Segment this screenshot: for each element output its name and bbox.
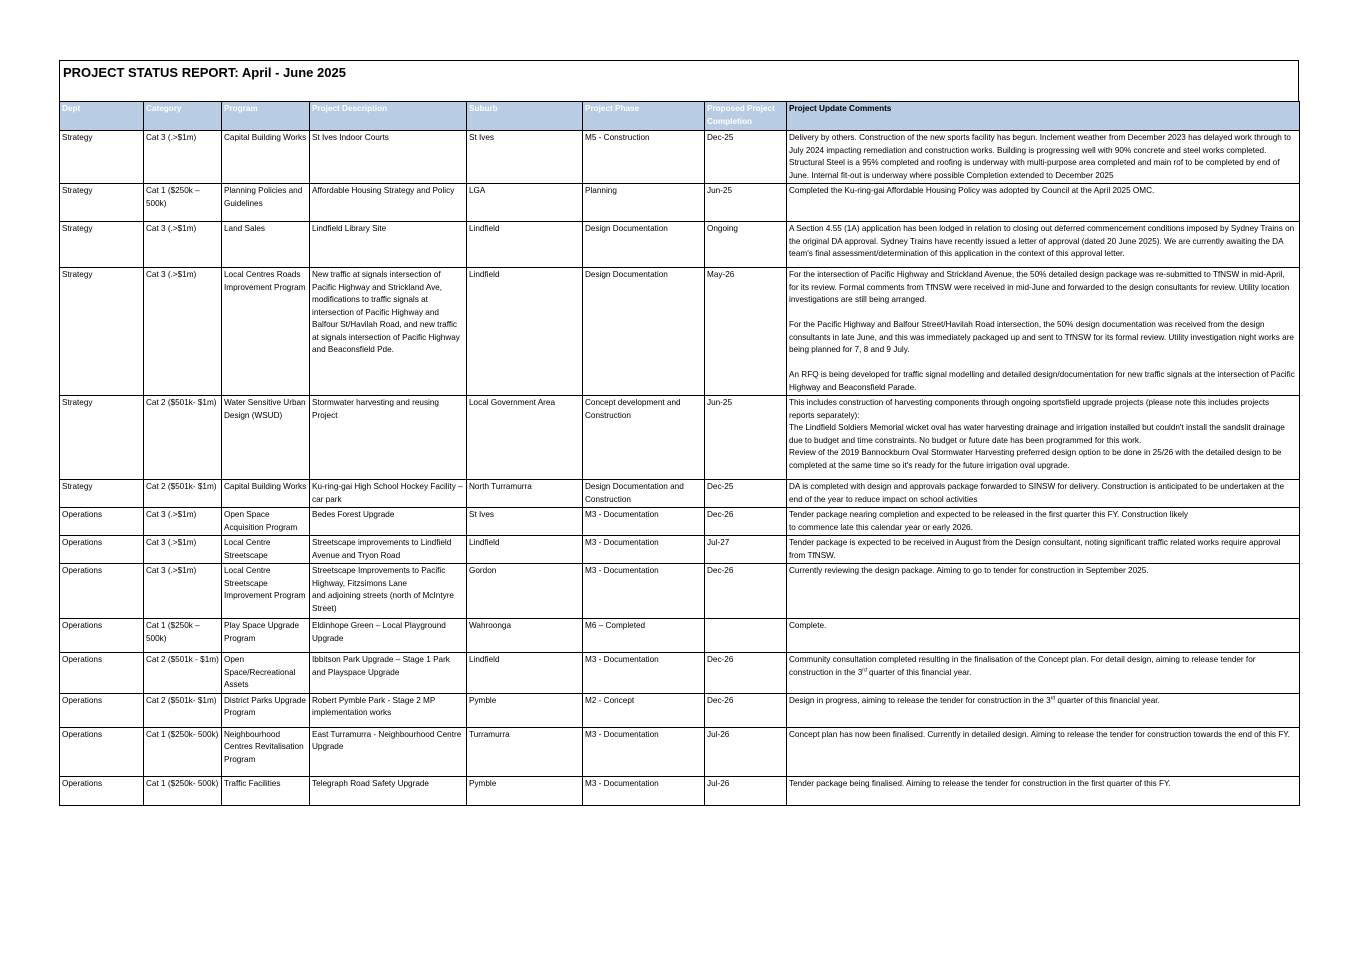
table-row bbox=[60, 536, 1300, 564]
cell-category-text: Cat 1 ($250k- 500k) bbox=[146, 729, 219, 739]
cell-comments bbox=[787, 776, 1300, 805]
cell-category-text: Cat 2 ($501k- $1m) bbox=[146, 695, 217, 705]
cell-dept bbox=[60, 396, 144, 480]
cell-phase bbox=[583, 131, 705, 184]
cell-phase-text: M3 - Documentation bbox=[585, 729, 659, 739]
cell-category bbox=[144, 508, 222, 536]
cell-description bbox=[310, 619, 467, 653]
cell-completion-text: Dec-26 bbox=[707, 566, 734, 575]
cell-description bbox=[310, 564, 467, 619]
cell-program-text: Play Space Upgrade Program bbox=[224, 621, 300, 643]
cell-completion-text: Jul-26 bbox=[707, 729, 730, 739]
cell-category bbox=[144, 184, 222, 222]
cell-phase-text: Design Documentation bbox=[585, 224, 668, 233]
cell-suburb bbox=[467, 396, 583, 480]
cell-program bbox=[222, 564, 310, 619]
cell-comments-text: Tender package is expected to be received in August from the Design consultant, noting significant traffic related works require approval from TfNSW. bbox=[789, 538, 1281, 560]
cell-suburb bbox=[467, 653, 583, 694]
cell-completion-text: Jun-25 bbox=[707, 398, 733, 407]
cell-description-text: Bedes Forest Upgrade bbox=[312, 510, 395, 519]
cell-category bbox=[144, 268, 222, 396]
cell-suburb-text: Local Government Area bbox=[469, 398, 556, 407]
cell-suburb-text: Lindfield bbox=[469, 270, 500, 279]
cell-dept-text: Strategy bbox=[62, 224, 93, 233]
cell-completion-text: Dec-26 bbox=[707, 655, 734, 664]
cell-description bbox=[310, 508, 467, 536]
cell-category-text: Cat 1 ($250k – 500k) bbox=[146, 186, 200, 208]
table-header-row bbox=[60, 102, 1300, 131]
header-proposed-completion: Proposed Project Completion bbox=[705, 102, 787, 131]
comments-text-part: Community consultation completed resulting in the finalisation of the Concept plan. For detail design, aiming to release tender for construction in the 3 bbox=[789, 655, 1256, 677]
cell-description bbox=[310, 653, 467, 694]
cell-phase-text: M3 - Documentation bbox=[585, 655, 659, 664]
cell-suburb-text: St Ives bbox=[469, 510, 495, 519]
cell-category-text: Cat 1 ($250k – 500k) bbox=[146, 621, 200, 643]
cell-phase bbox=[583, 184, 705, 222]
cell-dept-text: Strategy bbox=[62, 270, 93, 279]
cell-comments-text: Tender package nearing completion and expected to be released in the first quarter this FY. Construction likely to commence late this calendar year or early 2026. bbox=[789, 510, 1188, 532]
cell-comments bbox=[787, 536, 1300, 564]
cell-suburb-text: North Turramurra bbox=[469, 482, 532, 491]
table-row bbox=[60, 619, 1300, 653]
cell-dept bbox=[60, 727, 144, 776]
cell-completion bbox=[705, 396, 787, 480]
cell-program-text: Local Centre Streetscape Improvement Program bbox=[224, 566, 306, 600]
cell-phase-text: Design Documentation and Construction bbox=[585, 482, 684, 504]
cell-suburb-text: LGA bbox=[469, 186, 486, 195]
report-sheet bbox=[59, 60, 1299, 806]
table-row bbox=[60, 508, 1300, 536]
cell-program bbox=[222, 536, 310, 564]
cell-comments-text: This includes construction of harvesting components through ongoing sportsfield upgrade projects (please note this includes projects reports separately): The Lindfield Soldiers Memorial wicket oval has water harvesting drainage and irrigation installed but couldn't install the sandslit drainage due to budget and time constraints. No budget or future date has been programmed for this work. Review of the 2019 Bannockburn Oval Stormwater Harvesting preferred design option to be done in 25/26 with the detailed design to be completed at the same time so it's ready for the future irrigation oval upgrade. bbox=[789, 398, 1285, 470]
header-suburb: Suburb bbox=[467, 102, 583, 131]
table-row bbox=[60, 776, 1300, 805]
cell-comments bbox=[787, 480, 1300, 508]
cell-phase bbox=[583, 619, 705, 653]
cell-completion-text: May-26 bbox=[707, 270, 735, 279]
cell-phase bbox=[583, 480, 705, 508]
cell-comments bbox=[787, 619, 1300, 653]
cell-completion-text: Jun-25 bbox=[707, 186, 733, 195]
cell-completion bbox=[705, 536, 787, 564]
cell-completion-text: Jul-27 bbox=[707, 538, 730, 547]
project-status-table bbox=[59, 101, 1300, 806]
cell-dept-text: Operations bbox=[62, 621, 103, 630]
cell-suburb-text: St Ives bbox=[469, 133, 495, 142]
cell-dept-text: Strategy bbox=[62, 398, 93, 407]
cell-dept-text: Operations bbox=[62, 566, 103, 575]
cell-program-text: Land Sales bbox=[224, 224, 265, 233]
cell-completion-text: Dec-26 bbox=[707, 695, 734, 705]
cell-program-text: Open Space Acquisition Program bbox=[224, 510, 298, 532]
cell-program bbox=[222, 131, 310, 184]
cell-description-text: East Turramurra - Neighbourhood Centre Upgrade bbox=[312, 729, 462, 751]
title-bar bbox=[59, 60, 1299, 101]
cell-suburb bbox=[467, 480, 583, 508]
cell-comments bbox=[787, 564, 1300, 619]
cell-dept bbox=[60, 131, 144, 184]
table-row bbox=[60, 222, 1300, 268]
cell-completion bbox=[705, 693, 787, 727]
cell-description-text: Robert Pymble Park - Stage 2 MP implementation works bbox=[312, 695, 436, 717]
cell-suburb bbox=[467, 268, 583, 396]
cell-phase bbox=[583, 268, 705, 396]
ordinal-superscript: rd bbox=[862, 666, 867, 673]
cell-category bbox=[144, 536, 222, 564]
cell-dept-text: Operations bbox=[62, 778, 103, 788]
cell-description-text: St Ives Indoor Courts bbox=[312, 133, 389, 142]
cell-completion bbox=[705, 268, 787, 396]
cell-category bbox=[144, 396, 222, 480]
cell-program-text: Neighbourhood Centres Revitalisation Program bbox=[224, 729, 304, 764]
cell-suburb-text: Pymble bbox=[469, 778, 497, 788]
cell-dept bbox=[60, 619, 144, 653]
cell-phase-text: M2 - Concept bbox=[585, 695, 635, 705]
cell-comments bbox=[787, 508, 1300, 536]
cell-program-text: Local Centres Roads Improvement Program bbox=[224, 270, 306, 292]
cell-description bbox=[310, 693, 467, 727]
cell-completion bbox=[705, 508, 787, 536]
cell-program bbox=[222, 222, 310, 268]
cell-comments-text: A Section 4.55 (1A) application has been lodged in relation to closing out deferred commencement conditions imposed by Sydney Trains on the original DA approval. Sydney Trains have recently issued a letter of approval (dated 20 June 2025). We are currently awaiting the DA team's final assessment/determination of this application in the context of this approval letter. bbox=[789, 224, 1295, 258]
cell-phase-text: M3 - Documentation bbox=[585, 778, 659, 788]
cell-phase bbox=[583, 653, 705, 694]
table-row bbox=[60, 480, 1300, 508]
cell-category bbox=[144, 727, 222, 776]
cell-category-text: Cat 1 ($250k- 500k) bbox=[146, 778, 219, 788]
cell-suburb-text: Gordon bbox=[469, 566, 497, 575]
cell-program bbox=[222, 396, 310, 480]
cell-phase-text: M5 - Construction bbox=[585, 133, 650, 142]
cell-program bbox=[222, 727, 310, 776]
cell-completion bbox=[705, 184, 787, 222]
cell-comments-text: DA is completed with design and approvals package forwarded to SINSW for delivery. Construction is anticipated to be undertaken at the end of the year to reduce impact on school activities bbox=[789, 482, 1285, 504]
cell-program-text: Open Space/Recreational Assets bbox=[224, 655, 296, 689]
cell-program bbox=[222, 619, 310, 653]
cell-suburb-text: Lindfield bbox=[469, 655, 500, 664]
cell-category bbox=[144, 776, 222, 805]
cell-program bbox=[222, 184, 310, 222]
header-project-update-comments: Project Update Comments bbox=[787, 102, 1300, 131]
cell-dept bbox=[60, 564, 144, 619]
cell-phase bbox=[583, 536, 705, 564]
cell-dept bbox=[60, 653, 144, 694]
cell-dept-text: Strategy bbox=[62, 186, 93, 195]
cell-category-text: Cat 3 (.>$1m) bbox=[146, 133, 197, 142]
cell-suburb-text: Turramurra bbox=[469, 729, 510, 739]
cell-category bbox=[144, 693, 222, 727]
cell-category-text: Cat 3 (.>$1m) bbox=[146, 224, 197, 233]
cell-comments-text: Currently reviewing the design package. Aiming to go to tender for construction in September 2025. bbox=[789, 566, 1149, 575]
cell-phase-text: M3 - Documentation bbox=[585, 510, 659, 519]
cell-description-text: Ku-ring-gai High School Hockey Facility – car park bbox=[312, 482, 463, 504]
cell-suburb-text: Pymble bbox=[469, 695, 497, 705]
cell-category-text: Cat 3 (.>$1m) bbox=[146, 566, 197, 575]
cell-comments bbox=[787, 184, 1300, 222]
header-project-description: Project Description bbox=[310, 102, 467, 131]
cell-suburb bbox=[467, 619, 583, 653]
cell-suburb bbox=[467, 776, 583, 805]
cell-category bbox=[144, 564, 222, 619]
cell-description bbox=[310, 776, 467, 805]
cell-description bbox=[310, 480, 467, 508]
cell-phase bbox=[583, 564, 705, 619]
cell-comments-text: Completed the Ku-ring-gai Affordable Housing Policy was adopted by Council at the April 2025 OMC. bbox=[789, 186, 1155, 195]
cell-dept-text: Operations bbox=[62, 729, 103, 739]
cell-program-text: Traffic Facilities bbox=[224, 778, 281, 788]
cell-description-text: Affordable Housing Strategy and Policy bbox=[312, 186, 455, 195]
cell-phase-text: M3 - Documentation bbox=[585, 538, 659, 547]
cell-suburb bbox=[467, 222, 583, 268]
cell-program-text: Local Centre Streetscape bbox=[224, 538, 271, 560]
cell-dept bbox=[60, 268, 144, 396]
cell-category bbox=[144, 653, 222, 694]
cell-program-text: Capital Building Works bbox=[224, 133, 307, 142]
cell-comments bbox=[787, 131, 1300, 184]
cell-category-text: Cat 3 (.>$1m) bbox=[146, 270, 197, 279]
cell-phase bbox=[583, 222, 705, 268]
cell-suburb bbox=[467, 693, 583, 727]
cell-suburb bbox=[467, 508, 583, 536]
cell-completion-text: Dec-25 bbox=[707, 133, 734, 142]
cell-program bbox=[222, 693, 310, 727]
table-row bbox=[60, 653, 1300, 694]
cell-description bbox=[310, 131, 467, 184]
cell-suburb bbox=[467, 564, 583, 619]
cell-suburb bbox=[467, 184, 583, 222]
cell-category bbox=[144, 619, 222, 653]
cell-category-text: Cat 2 ($501k - $1m) bbox=[146, 655, 219, 664]
table-row bbox=[60, 693, 1300, 727]
cell-suburb-text: Wahroonga bbox=[469, 621, 512, 630]
cell-completion bbox=[705, 480, 787, 508]
cell-program-text: District Parks Upgrade Program bbox=[224, 695, 306, 717]
header-category: Category bbox=[144, 102, 222, 131]
cell-comments bbox=[787, 727, 1300, 776]
cell-category bbox=[144, 480, 222, 508]
cell-suburb-text: Lindfield bbox=[469, 538, 500, 547]
cell-description bbox=[310, 184, 467, 222]
cell-comments bbox=[787, 693, 1300, 727]
cell-dept bbox=[60, 184, 144, 222]
cell-category-text: Cat 3 (.>$1m) bbox=[146, 538, 197, 547]
cell-comments bbox=[787, 396, 1300, 480]
cell-category bbox=[144, 222, 222, 268]
table-row bbox=[60, 131, 1300, 184]
cell-comments bbox=[787, 653, 1300, 694]
cell-comments-text: Complete. bbox=[789, 621, 827, 630]
cell-phase-text: Concept development and Construction bbox=[585, 398, 681, 420]
cell-comments-text: Concept plan has now been finalised. Currently in detailed design. Aiming to release the tender for construction towards the end of this FY. bbox=[789, 729, 1290, 739]
header-dept: Dept bbox=[60, 102, 144, 131]
cell-suburb bbox=[467, 727, 583, 776]
cell-comments-text: Tender package being finalised. Aiming to release the tender for construction in the first quarter of this FY. bbox=[789, 778, 1171, 788]
cell-dept bbox=[60, 776, 144, 805]
cell-dept-text: Operations bbox=[62, 655, 103, 664]
cell-category-text: Cat 2 ($501k- $1m) bbox=[146, 482, 217, 491]
cell-description bbox=[310, 268, 467, 396]
cell-comments-text: Delivery by others. Construction of the new sports facility has begun. Inclement weather from December 2023 has delayed work through to July 2024 impacting remediation and construction works. Building is progressing well with 90% concrete and steel works completed. Structural Steel is a 95% completed and roofing is underway with multi-purpose area completed and main rof to be completed by end of June. Internal fit-out is underway where possible Completion extended to December 2025 bbox=[789, 133, 1291, 180]
cell-completion-text: Ongoing bbox=[707, 224, 738, 233]
cell-suburb bbox=[467, 131, 583, 184]
cell-program bbox=[222, 776, 310, 805]
cell-comments-text bbox=[789, 654, 1295, 679]
comments-text-part: quarter of this financial year. bbox=[866, 667, 972, 677]
cell-completion-text: Dec-25 bbox=[707, 482, 734, 491]
cell-description bbox=[310, 222, 467, 268]
cell-dept bbox=[60, 693, 144, 727]
cell-phase-text: M6 – Completed bbox=[585, 621, 646, 630]
cell-program bbox=[222, 480, 310, 508]
cell-comments bbox=[787, 222, 1300, 268]
cell-program-text: Water Sensitive Urban Design (WSUD) bbox=[224, 398, 306, 420]
cell-completion bbox=[705, 727, 787, 776]
cell-description bbox=[310, 727, 467, 776]
cell-completion-text: Dec-26 bbox=[707, 510, 734, 519]
cell-dept bbox=[60, 480, 144, 508]
cell-dept bbox=[60, 508, 144, 536]
table-row bbox=[60, 184, 1300, 222]
ordinal-superscript: rd bbox=[1050, 694, 1056, 701]
cell-phase bbox=[583, 693, 705, 727]
cell-program bbox=[222, 268, 310, 396]
cell-phase-text: Planning bbox=[585, 186, 617, 195]
comments-text-part: Design in progress, aiming to release the tender for construction in the 3 bbox=[789, 695, 1051, 705]
cell-suburb-text: Lindfield bbox=[469, 224, 500, 233]
cell-comments bbox=[787, 268, 1300, 396]
cell-dept-text: Operations bbox=[62, 695, 103, 705]
cell-phase-text: Design Documentation bbox=[585, 270, 668, 279]
cell-program-text: Planning Policies and Guidelines bbox=[224, 186, 303, 208]
cell-dept-text: Operations bbox=[62, 538, 103, 547]
cell-phase bbox=[583, 776, 705, 805]
cell-suburb bbox=[467, 536, 583, 564]
cell-dept-text: Strategy bbox=[62, 133, 93, 142]
cell-dept bbox=[60, 222, 144, 268]
cell-comments-text bbox=[789, 695, 1295, 708]
cell-completion bbox=[705, 776, 787, 805]
cell-description-text: Stormwater harvesting and reusing Project bbox=[312, 398, 439, 420]
cell-completion bbox=[705, 653, 787, 694]
cell-program bbox=[222, 653, 310, 694]
cell-dept-text: Strategy bbox=[62, 482, 93, 491]
cell-completion bbox=[705, 131, 787, 184]
cell-description-text: Ibbitson Park Upgrade – Stage 1 Park and Playspace Upgrade bbox=[312, 655, 450, 677]
table-row bbox=[60, 564, 1300, 619]
cell-completion bbox=[705, 619, 787, 653]
cell-description-text: Streetscape Improvements to Pacific Highway, Fitzsimons Lane and adjoining streets (north of McIntyre Street) bbox=[312, 566, 454, 613]
cell-completion-text: Jul-26 bbox=[707, 778, 730, 788]
table-row bbox=[60, 396, 1300, 480]
cell-description bbox=[310, 536, 467, 564]
report-title: PROJECT STATUS REPORT: April - June 2025 bbox=[63, 65, 346, 80]
table-row bbox=[60, 268, 1300, 396]
comments-text-part: quarter of this financial year. bbox=[1055, 695, 1160, 705]
cell-program-text: Capital Building Works bbox=[224, 482, 307, 491]
header-project-phase: Project Phase bbox=[583, 102, 705, 131]
cell-category bbox=[144, 131, 222, 184]
cell-comments-text: For the intersection of Pacific Highway and Strickland Avenue, the 50% detailed design package was re-submitted to TfNSW in mid-April, for its review. Formal comments from TfNSW were received in mid-June and forwarded to the design consultants for review. Utility location investigations are still being arranged. For the Pacific Highway and Balfour Street/Havilah Road intersection, the 50% design documentation was received from the design consultants in late June, and this was immediately packaged up and sent to TfNSW for its formal review. Utility investigation night works are being planned for 7, 8 and 9 July. An RFQ is being developed for traffic signal modelling and detailed design/documentation for new traffic signals at the intersection of Pacific Highway and Beaconsfield Parade. bbox=[789, 270, 1295, 392]
cell-dept bbox=[60, 536, 144, 564]
table-row bbox=[60, 727, 1300, 776]
cell-description-text: New traffic at signals intersection of Pacific Highway and Strickland Ave, modifications to traffic signals at intersection of Pacific Highway and Balfour St/Havilah Road, and new traffic at signals intersection of Pacific Highway and Beaconsfield Pde. bbox=[312, 270, 460, 354]
cell-program bbox=[222, 508, 310, 536]
cell-description-text: Eldinhope Green – Local Playground Upgrade bbox=[312, 621, 446, 643]
cell-description bbox=[310, 396, 467, 480]
cell-description-text: Streetscape improvements to Lindfield Avenue and Tryon Road bbox=[312, 538, 452, 560]
cell-phase bbox=[583, 396, 705, 480]
cell-description-text: Lindfield Library Site bbox=[312, 224, 387, 233]
header-program: Program bbox=[222, 102, 310, 131]
cell-phase-text: M3 - Documentation bbox=[585, 566, 659, 575]
cell-category-text: Cat 2 ($501k- $1m) bbox=[146, 398, 217, 407]
cell-phase bbox=[583, 508, 705, 536]
cell-completion bbox=[705, 222, 787, 268]
cell-phase bbox=[583, 727, 705, 776]
cell-description-text: Telegraph Road Safety Upgrade bbox=[312, 778, 429, 788]
cell-dept-text: Operations bbox=[62, 510, 103, 519]
cell-completion bbox=[705, 564, 787, 619]
cell-category-text: Cat 3 (.>$1m) bbox=[146, 510, 197, 519]
